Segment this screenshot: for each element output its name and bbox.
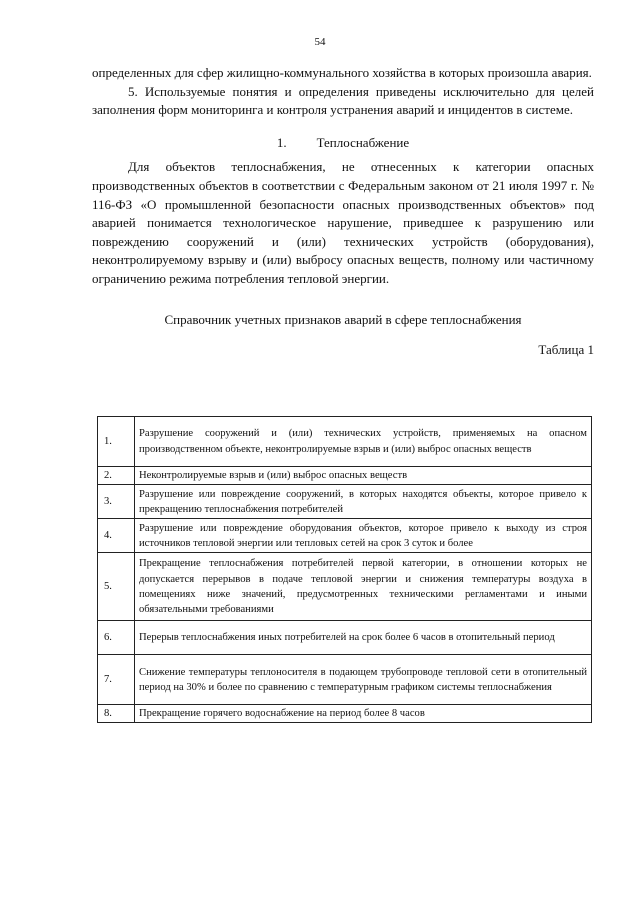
section-number: 1. [276, 134, 287, 150]
section-body: Для объектов теплоснабжения, не отнесенных к категории опасных производственных объектов в соответствии с Федеральным законом от 21 июля 1997 г. № 116-ФЗ «О промышленной безопасности опасных производственных объектов» под аварией понимается технологическое нарушение, приведшее к разрушению или повреждению сооружений и (или) технических устройств (оборудования), неконтролируемому взрыву и (или) выбросу опасных веществ, полному или частичному ограничению режима потребления тепловой энергии. [92, 159, 594, 286]
table-row [98, 655, 592, 705]
row-text: Прекращение горячего водоснабжение на период более 8 часов [135, 705, 592, 723]
row-text: Разрушение или повреждение оборудования объектов, которое привело к выходу из строя источников тепловой энергии или тепловых сетей на срок 3 суток и более [135, 519, 592, 553]
row-number: 7. [98, 655, 135, 705]
table-row [98, 417, 592, 467]
row-text: Снижение температуры теплоносителя в подающем трубопроводе тепловой сети в отопительный период на 30% и более по сравнению с температурным графиком системы теплоснабжения [135, 655, 592, 705]
table-row [98, 621, 592, 655]
table-row [98, 467, 592, 485]
accident-criteria-table [97, 416, 592, 723]
table-row [98, 553, 592, 621]
page-number: 54 [314, 36, 326, 48]
table-row [98, 705, 592, 723]
row-text: Разрушение сооружений и (или) технических устройств, применяемых на опасном производственном объекте, неконтролируемые взрыв и (или) выброс опасных веществ [135, 417, 592, 467]
section-title: Теплоснабжение [316, 134, 410, 150]
row-number: 6. [98, 621, 135, 655]
table-label: Таблица 1 [538, 342, 594, 358]
paragraph-continuation: определенных для сфер жилищно-коммунального хозяйства в которых произошла авария. [92, 65, 592, 80]
section-heading [92, 134, 594, 153]
row-text: Прекращение теплоснабжения потребителей первой категории, в отношении которых не допускается перерывов в подаче тепловой энергии и снижения температуры воздуха в помещениях ниже значений, предусмотренных техническими регламентами и иными обязательными требованиями [135, 553, 592, 621]
row-number: 4. [98, 519, 135, 553]
row-text: Разрушение или повреждение сооружений, в которых находятся объекты, которое привело к прекращению теплоснабжения потребителей [135, 485, 592, 519]
table-row [98, 485, 592, 519]
row-text: Перерыв теплоснабжения иных потребителей на срок более 6 часов в отопительный период [135, 621, 592, 655]
row-text: Неконтролируемые взрыв и (или) выброс опасных веществ [135, 467, 592, 485]
row-number: 5. [98, 553, 135, 621]
row-number: 1. [98, 417, 135, 467]
table-caption: Справочник учетных признаков аварий в сфере теплоснабжения [164, 311, 522, 327]
row-number: 8. [98, 705, 135, 723]
row-number: 3. [98, 485, 135, 519]
paragraph-definitions: 5. Используемые понятия и определения приведены исключительно для целей заполнения форм мониторинга и контроля устранения аварий и инцидентов в системе. [92, 83, 594, 118]
table-row [98, 519, 592, 553]
row-number: 2. [98, 467, 135, 485]
document-body [92, 64, 594, 360]
